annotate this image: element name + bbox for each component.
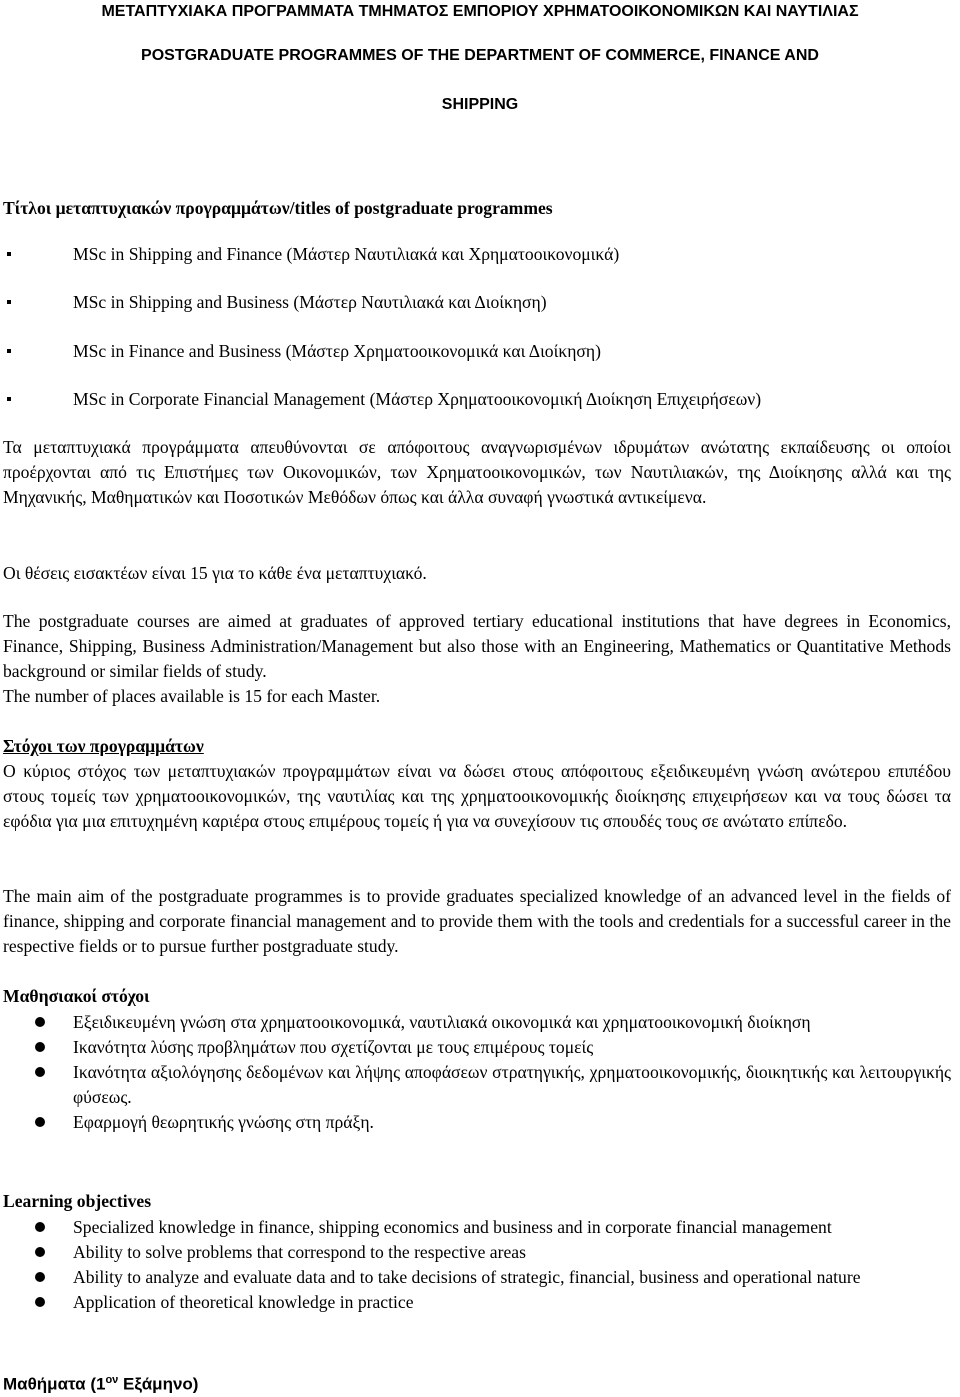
objective-text: Specialized knowledge in finance, shipping economics and business and in corporate financial management: [73, 1217, 832, 1237]
objectives-english-list: [0, 1215, 960, 1315]
courses-heading: [3, 1368, 951, 1397]
objective-text: Εφαρμογή θεωρητικής γνώσης στη πράξη.: [73, 1112, 374, 1132]
objectives-english-heading: Learning objectives: [3, 1191, 152, 1211]
bullet-icon: [7, 397, 11, 401]
page-title-english-line2: SHIPPING: [441, 96, 519, 113]
bullet-icon: [35, 1272, 45, 1282]
bullet-icon: [35, 1017, 45, 1027]
aims-block: [3, 734, 951, 834]
bullet-icon: [7, 300, 11, 304]
list-item: [0, 1265, 960, 1290]
list-item: [0, 1010, 960, 1035]
programme-title: MSc in Corporate Financial Management (Μάστερ Χρηματοοικονομική Διοίκηση Επιχειρήσεων): [73, 389, 762, 409]
bullet-icon: [35, 1247, 45, 1257]
courses-heading-prefix: Μαθήματα (1: [3, 1374, 106, 1394]
intro-greek-paragraph: Τα μεταπτυχιακά προγράμματα απευθύνονται σε απόφοιτους αναγνωρισμένων ιδρυμάτων ανώτατης εκπαίδευσης οι οποίοι προέρχονται από τις Επιστήμες των Οικονομικών, των Χρηματοοικονομικών, των Ναυτιλιακών, της Διοίκησης αλλά και της Μηχανικής, Μαθηματικών και Ποσοτικών Μεθόδων όπως και άλλα συναφή γνωστικά αντικείμενα.: [3, 437, 951, 507]
objective-text: Εξειδικευμένη γνώση στα χρηματοοικονομικά, ναυτιλιακά οικονομικά και χρηματοοικονομική διοίκηση: [73, 1012, 811, 1032]
objective-text: Application of theoretical knowledge in practice: [73, 1292, 414, 1312]
page-title-english-line1: POSTGRADUATE PROGRAMMES OF THE DEPARTMENT OF COMMERCE, FINANCE AND: [141, 47, 819, 64]
intro-english-places: The number of places available is 15 for each Master.: [3, 686, 381, 706]
aims-english-paragraph: The main aim of the postgraduate programmes is to provide graduates specialized knowledge of an advanced level in the fields of finance, shipping and corporate financial management and to provide them with the tools and credentials for a successful career in the respective fields or to pursue further postgraduate study.: [3, 886, 951, 956]
intro-english-paragraph: The postgraduate courses are aimed at graduates of approved tertiary educational institutions that have degrees in Economics, Finance, Shipping, Business Administration/Management but also those with an Engineering, Mathematics or Quantitative Methods background or similar fields of study.: [3, 611, 951, 681]
list-item: [0, 1215, 960, 1240]
objective-text: Ability to analyze and evaluate data and to take decisions of strategic, financial, business and operational nature: [73, 1267, 861, 1287]
courses-heading-suffix: Εξάμηνο): [118, 1374, 199, 1394]
intro-english-block: [3, 609, 951, 709]
aims-heading: Στόχοι των προγραμμάτων: [3, 736, 204, 756]
bullet-icon: [35, 1067, 45, 1077]
objective-text: Ικανότητα λύσης προβλημάτων που σχετίζονται με τους επιμέρους τομείς: [73, 1037, 594, 1057]
list-item: [0, 1110, 960, 1135]
list-item: [0, 1240, 960, 1265]
bullet-icon: [35, 1042, 45, 1052]
programme-title: MSc in Shipping and Finance (Μάστερ Ναυτιλιακά και Χρηματοοικονομικά): [73, 244, 620, 264]
objectives-greek-list: [0, 1010, 960, 1135]
bullet-icon: [7, 349, 11, 353]
intro-greek-places: Οι θέσεις εισακτέων είναι 15 για το κάθε ένα μεταπτυχιακό.: [3, 563, 427, 583]
bullet-icon: [35, 1117, 45, 1127]
bullet-icon: [35, 1297, 45, 1307]
list-item: [0, 1290, 960, 1315]
list-item: [0, 1035, 960, 1060]
aims-greek-paragraph: Ο κύριος στόχος των μεταπτυχιακών προγραμμάτων είναι να δώσει στους απόφοιτους εξειδικευμένη γνώση ανώτερου επιπέδου στους τομείς των χρηματοοικονομικών, της ναυτιλίας και της χρηματοοικονομικής διοίκησης επιχειρήσεων και να τους δώσει τα εφόδια για μια επιτυχημένη καριέρα στους επιμέρους τομείς ή για να συνεχίσουν τις σπουδές τους σε ανώτατο επίπεδο.: [3, 761, 951, 831]
objective-text: Ικανότητα αξιολόγησης δεδομένων και λήψης αποφάσεων στρατηγικής, χρηματοοικονομικής, διοικητικής και λειτουργικής φύσεως.: [73, 1062, 951, 1107]
programme-title: MSc in Shipping and Business (Μάστερ Ναυτιλιακά και Διοίκηση): [73, 292, 547, 312]
titles-heading: Τίτλοι μεταπτυχιακών προγραμμάτων/titles of postgraduate programmes: [3, 198, 553, 218]
list-item: [0, 1060, 960, 1110]
page-title-greek: ΜΕΤΑΠΤΥΧΙΑΚΑ ΠΡΟΓΡΑΜΜΑΤΑ ΤΜΗΜΑΤΟΣ ΕΜΠΟΡΙΟΥ ΧΡΗΜΑΤΟΟΙΚΟΝΟΜΙΚΩΝ ΚΑΙ ΝΑΥΤΙΛΙΑΣ: [101, 3, 859, 20]
programme-title: MSc in Finance and Business (Μάστερ Χρηματοοικονομικά και Διοίκηση): [73, 341, 601, 361]
objectives-greek-heading: Μαθησιακοί στόχοι: [3, 986, 150, 1006]
bullet-icon: [35, 1222, 45, 1232]
courses-heading-sup: ον: [105, 1374, 119, 1386]
bullet-icon: [7, 252, 11, 256]
objective-text: Ability to solve problems that correspond to the respective areas: [73, 1242, 526, 1262]
